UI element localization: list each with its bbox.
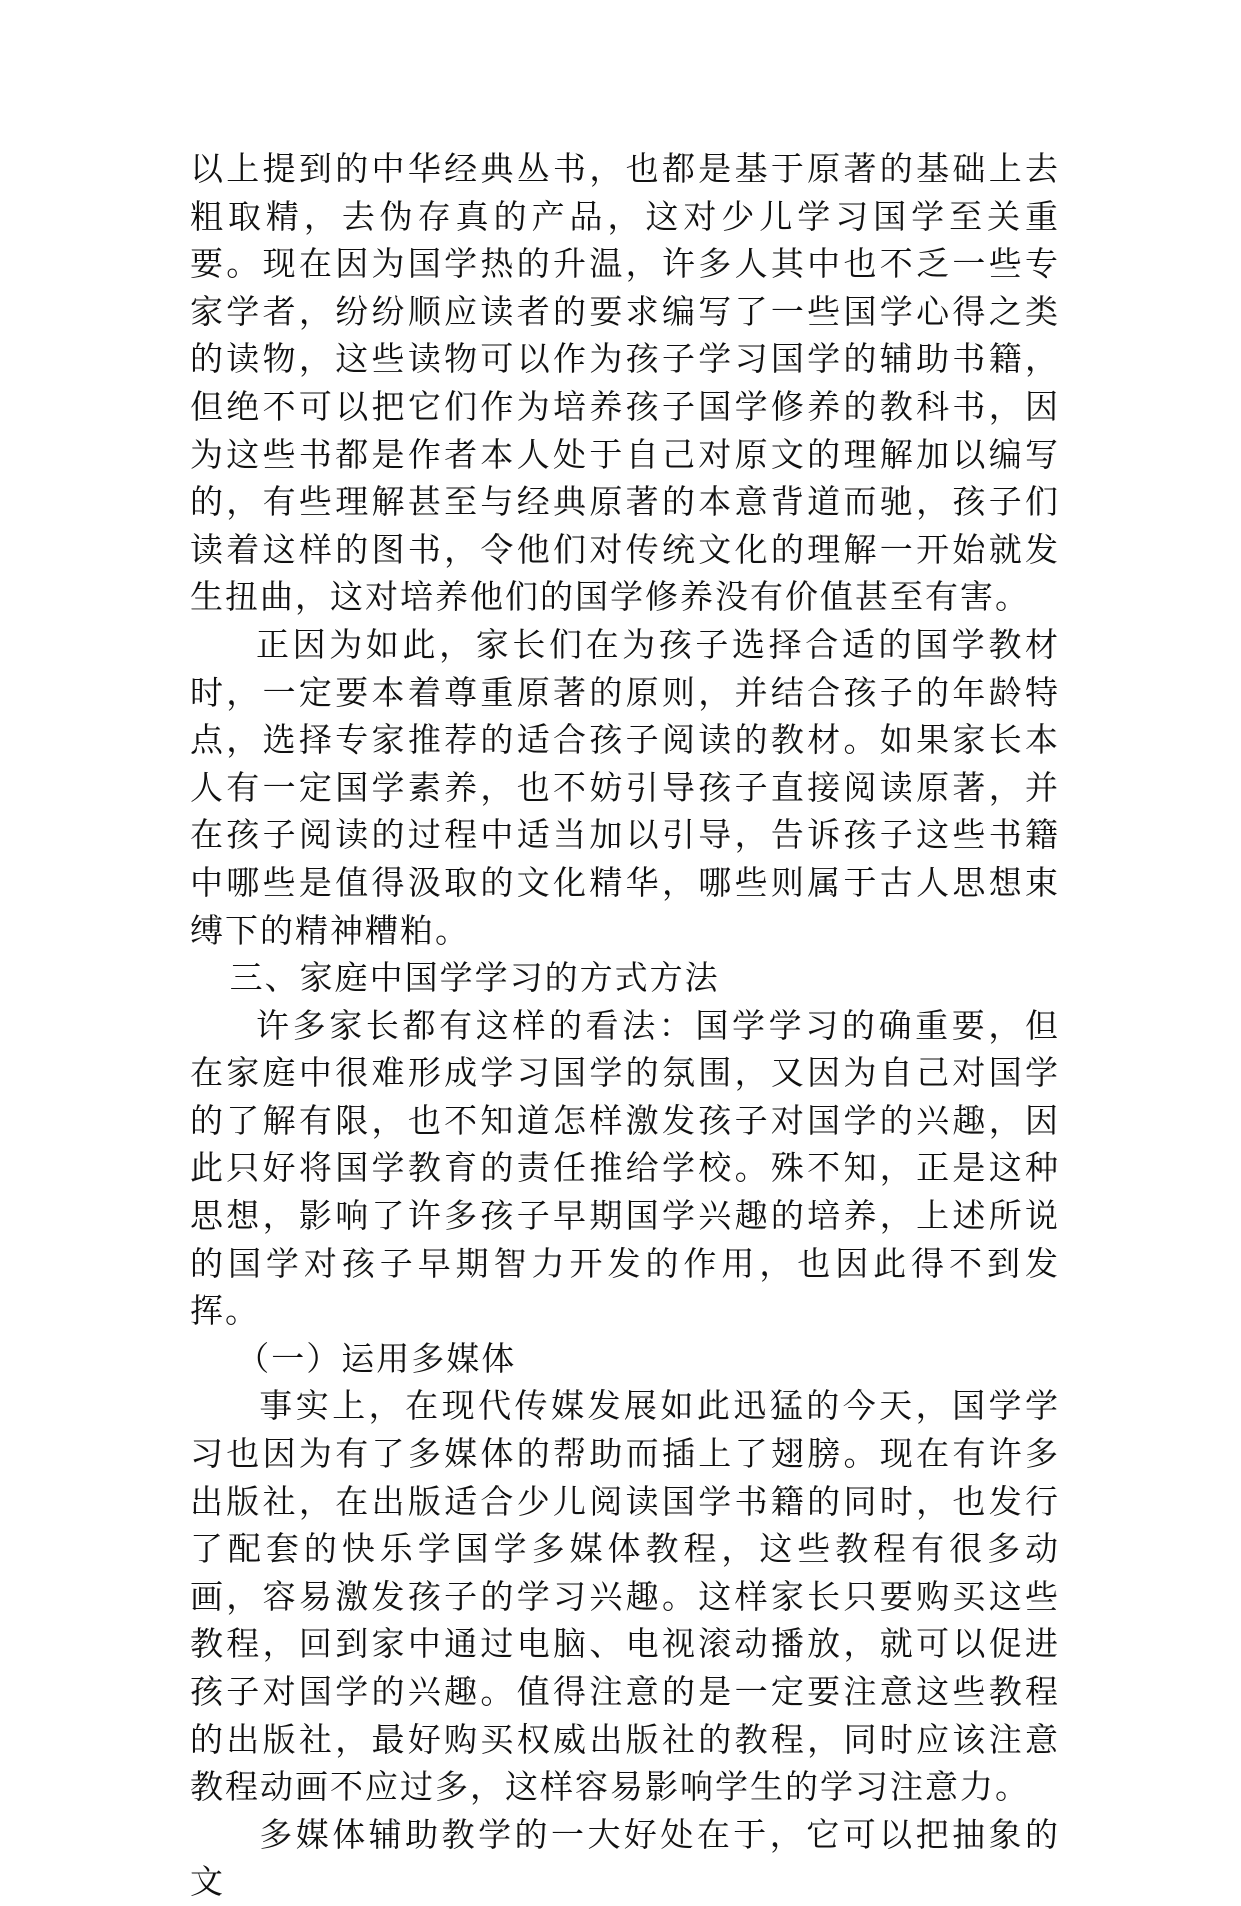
subsection-heading: （一）运用多媒体: [236, 1338, 517, 1378]
paragraph-multimedia-benefit: 多媒体辅助教学的一大好处在于，它可以把抽象的文: [190, 1814, 1060, 1902]
paragraph-classics: 以上提到的中华经典丛书，也都是基于原著的基础上去粗取精，去伪存真的产品，这对少儿学习国学至关重要。现在因为国学热的升温，许多人其中也不乏一些专家学者，纷纷顺应读者的要求编写了一些国学心得之类的读物，这些读物可以作为孩子学习国学的辅助书籍，但绝不可以把它们作为培养孩子国学修养的教科书，因为这些书都是作者本人处于自己对原文的理解加以编写的，有些理解甚至与经典原著的本意背道而驰，孩子们读着这样的图书，令他们对传统文化的理解一开始就发生扭曲，这对培养他们的国学修养没有价值甚至有害。: [190, 149, 1060, 617]
paragraph-parents-choice: 正因为如此，家长们在为孩子选择合适的国学教材时，一定要本着尊重原著的原则，并结合孩子的年龄特点，选择专家推荐的适合孩子阅读的教材。如果家长本人有一定国学素养，也不妨引导孩子直接阅读原著，并在孩子阅读的过程中适当加以引导，告诉孩子这些书籍中哪些是值得汲取的文化精华，哪些则属于古人思想束缚下的精神糟粕。: [190, 624, 1060, 950]
paragraph-family-view: 许多家长都有这样的看法：国学学习的确重要，但在家庭中很难形成学习国学的氛围，又因为自己对国学的了解有限，也不知道怎样激发孩子对国学的兴趣，因此只好将国学教育的责任推给学校。殊不知，正是这种思想，影响了许多孩子早期国学兴趣的培养，上述所说的国学对孩子早期智力开发的作用，也因此得不到发挥。: [190, 1005, 1060, 1331]
section-heading: 三、家庭中国学学习的方式方法: [229, 958, 720, 998]
paragraph-multimedia: 事实上，在现代传媒发展如此迅猛的今天，国学学习也因为有了多媒体的帮助而插上了翅膀。现在有许多出版社，在出版适合少儿阅读国学书籍的同时，也发行了配套的快乐学国学多媒体教程，这些教程有很多动画，容易激发孩子的学习兴趣。这样家长只要购买这些教程，回到家中通过电脑、电视滚动播放，就可以促进孩子对国学的兴趣。值得注意的是一定要注意这些教程的出版社，最好购买权威出版社的教程，同时应该注意教程动画不应过多，这样容易影响学生的学习注意力。: [190, 1386, 1060, 1807]
body-text: [190, 145, 1060, 1906]
